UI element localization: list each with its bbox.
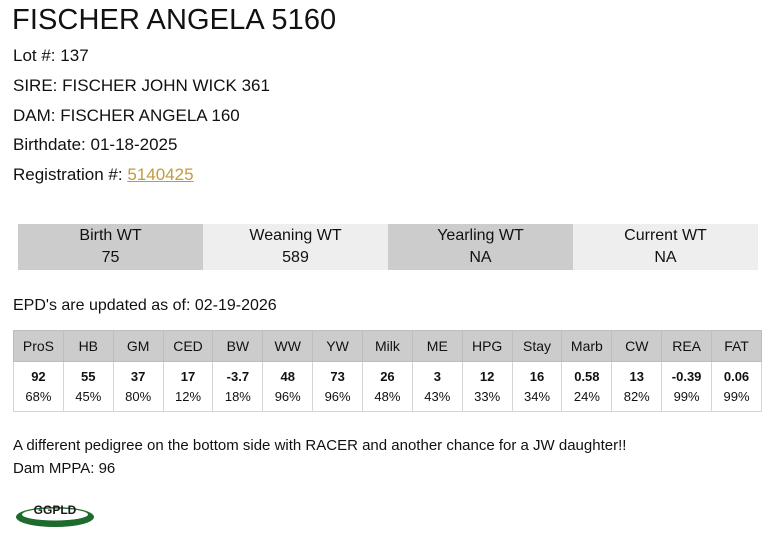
epd-cell — [712, 362, 762, 412]
epd-accuracy: 82% — [623, 388, 650, 404]
weight-cell-yearling — [388, 224, 573, 270]
epd-updated-label: EPD's are updated as of: — [13, 297, 191, 314]
sire-line — [13, 76, 270, 96]
epd-cell — [612, 362, 662, 412]
weight-label: Weaning WT — [249, 227, 342, 244]
weight-value: 589 — [282, 249, 309, 266]
epd-cell — [662, 362, 712, 412]
epd-value: 12 — [479, 368, 495, 384]
epd-cell — [562, 362, 612, 412]
epd-value: 26 — [380, 368, 395, 384]
epd-header: BW — [213, 331, 263, 362]
registration-link[interactable]: 5140425 — [127, 165, 194, 184]
epd-header-row — [14, 331, 762, 362]
epd-cell — [313, 362, 363, 412]
epd-header: Milk — [363, 331, 413, 362]
epd-cell — [63, 362, 113, 412]
epd-header: GM — [113, 331, 163, 362]
epd-header: REA — [662, 331, 712, 362]
epd-updated-line — [13, 297, 277, 315]
epd-cell — [363, 362, 413, 412]
epd-accuracy: 18% — [224, 388, 251, 404]
epd-cell — [213, 362, 263, 412]
epd-accuracy: 34% — [524, 388, 551, 404]
epd-value: 0.06 — [723, 368, 750, 384]
epd-value-row — [14, 362, 762, 412]
epd-header: WW — [263, 331, 313, 362]
dam-label: DAM: — [13, 106, 56, 125]
dam-value: FISCHER ANGELA 160 — [60, 106, 240, 125]
epd-cell — [263, 362, 313, 412]
birthdate-label: Birthdate: — [13, 135, 86, 154]
epd-accuracy: 80% — [125, 388, 152, 404]
epd-value: 37 — [130, 368, 146, 384]
epd-table — [13, 330, 762, 412]
weight-value: 75 — [101, 249, 120, 266]
weight-cell-current — [573, 224, 758, 270]
epd-header: FAT — [712, 331, 762, 362]
weight-label: Yearling WT — [437, 227, 524, 244]
logo-text: GGPLD — [33, 503, 77, 517]
epd-value: 3 — [433, 368, 441, 384]
sire-value: FISCHER JOHN WICK 361 — [62, 76, 270, 95]
epd-header: Marb — [562, 331, 612, 362]
epd-accuracy: 99% — [723, 388, 750, 404]
dam-line — [13, 106, 240, 126]
epd-cell — [412, 362, 462, 412]
epd-value: 48 — [280, 368, 295, 384]
weight-value: NA — [469, 249, 492, 266]
epd-value: 73 — [330, 368, 345, 384]
birthdate-value: 01-18-2025 — [90, 135, 178, 154]
epd-value: 17 — [180, 368, 196, 384]
epd-accuracy: 96% — [274, 388, 301, 404]
ggpld-logo — [14, 500, 96, 530]
epd-accuracy: 12% — [174, 388, 202, 404]
epd-header: Stay — [512, 331, 562, 362]
weight-label: Current WT — [624, 227, 707, 244]
epd-accuracy: 33% — [474, 388, 501, 404]
dam-mppa-line: Dam MPPA: 96 — [13, 460, 116, 477]
birthdate-line — [13, 135, 177, 155]
epd-value: 0.58 — [574, 368, 600, 384]
epd-cell — [462, 362, 512, 412]
epd-updated-value: 02-19-2026 — [194, 297, 277, 314]
epd-accuracy: 24% — [573, 388, 600, 404]
page-title: FISCHER ANGELA 5160 — [12, 4, 337, 36]
weight-label: Birth WT — [79, 227, 142, 244]
lot-label: Lot #: — [13, 46, 56, 65]
epd-accuracy: 45% — [75, 388, 102, 404]
epd-cell — [512, 362, 562, 412]
epd-value: -3.7 — [226, 368, 250, 384]
weight-value: NA — [654, 249, 677, 266]
epd-cell — [163, 362, 213, 412]
epd-header: ProS — [14, 331, 64, 362]
epd-accuracy: 68% — [25, 388, 52, 404]
epd-header: HB — [63, 331, 113, 362]
epd-header: CW — [612, 331, 662, 362]
epd-value: 13 — [629, 368, 644, 384]
epd-header: HPG — [462, 331, 512, 362]
epd-accuracy: 48% — [374, 388, 401, 404]
sire-label: SIRE: — [13, 76, 58, 95]
weights-table — [18, 224, 758, 270]
epd-header: ME — [412, 331, 462, 362]
lot-line — [13, 46, 89, 66]
epd-cell — [14, 362, 64, 412]
epd-header: YW — [313, 331, 363, 362]
epd-cell — [113, 362, 163, 412]
description — [13, 434, 626, 480]
epd-value: -0.39 — [671, 368, 702, 384]
epd-accuracy: 96% — [324, 388, 351, 404]
epd-value: 92 — [31, 368, 46, 384]
weight-cell-birth — [18, 224, 203, 270]
epd-value: 16 — [529, 368, 545, 384]
epd-value: 55 — [81, 368, 96, 384]
weight-cell-weaning — [203, 224, 388, 270]
epd-accuracy: 99% — [673, 388, 700, 404]
registration-label: Registration #: — [13, 165, 123, 184]
registration-line — [13, 165, 194, 185]
lot-value: 137 — [60, 46, 89, 65]
epd-accuracy: 43% — [424, 388, 451, 404]
description-line: A different pedigree on the bottom side with RACER and another chance for a JW daughter!! — [13, 437, 627, 454]
epd-header: CED — [163, 331, 213, 362]
